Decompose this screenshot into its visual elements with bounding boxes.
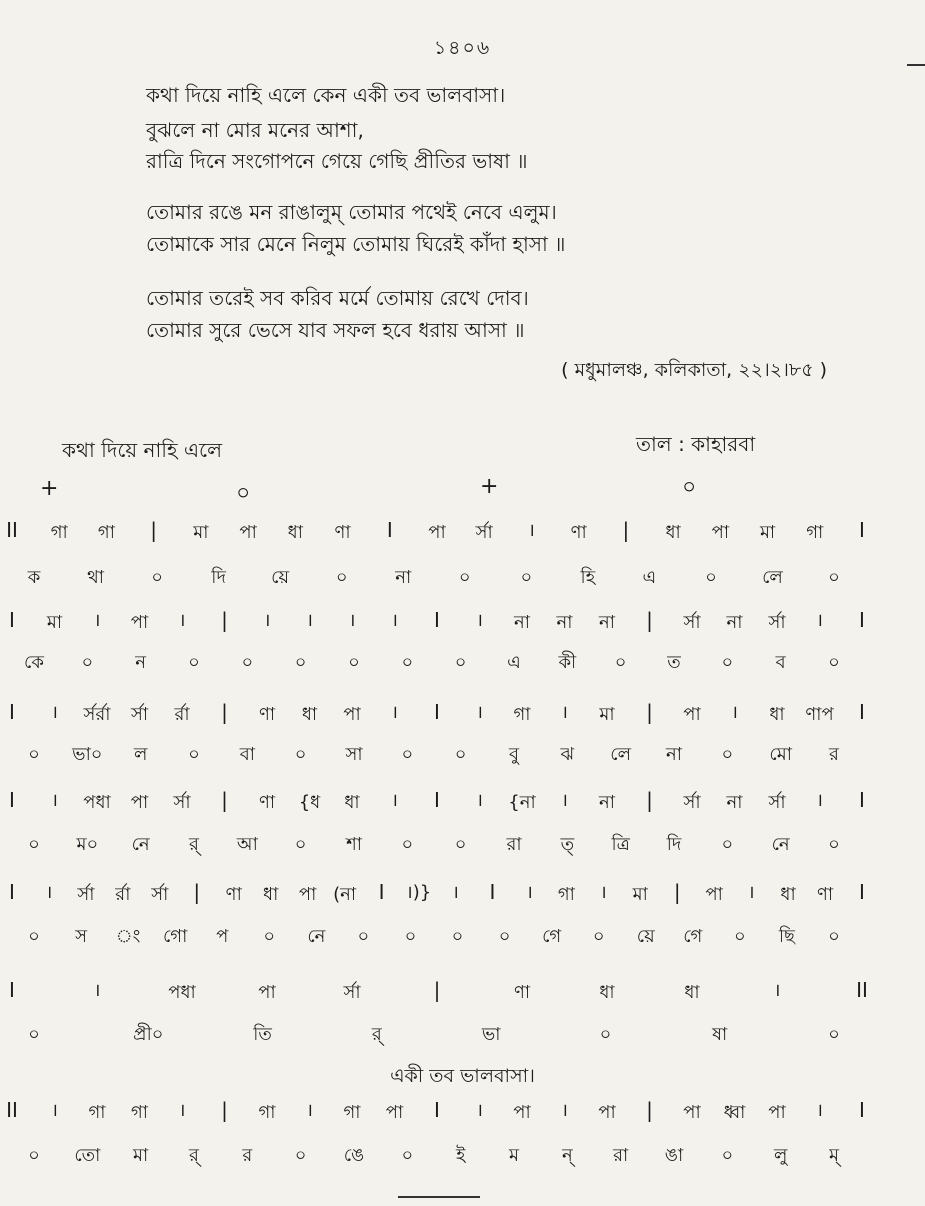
swara-token: । [93, 980, 101, 1001]
lyric-token: য়ে [271, 567, 290, 588]
swara-token: র্সা [77, 884, 95, 905]
swara-token: । [476, 1100, 483, 1121]
bar-line: I [859, 788, 865, 812]
bar-line: | [646, 1098, 653, 1122]
swara-token: পা [683, 1102, 701, 1123]
swara-token: । [816, 610, 823, 631]
bar-line: I [434, 608, 440, 632]
lyric-token: র [829, 744, 839, 765]
swara-token: ধা [344, 792, 360, 813]
lyric-token: ভা [481, 1024, 501, 1045]
swara-token: । [476, 610, 483, 631]
swara-token: র্সা [768, 792, 786, 813]
bar-line: I [9, 788, 15, 812]
lyric-token: র্ [189, 834, 199, 855]
swara-token: ধ্বা [723, 1102, 746, 1123]
swara-token: গা [88, 1102, 106, 1123]
bar-line: I [378, 880, 385, 904]
swara-token: পা [705, 884, 723, 905]
swara-token: পা [385, 1102, 404, 1123]
lyric-token: ল [133, 744, 148, 765]
lyric-token: ০ [614, 652, 627, 673]
lyric-token: প [216, 926, 229, 947]
bar-line: | [433, 978, 441, 1002]
lyric-token: র্ [189, 1145, 199, 1166]
swara-token: মা [632, 884, 648, 905]
swara-token: ধা [263, 884, 279, 905]
swara-token: । [178, 610, 186, 631]
lyric-token: স [75, 926, 87, 947]
lyric-token: ০ [241, 652, 254, 673]
swara-token: গা [130, 1102, 149, 1123]
swara-token: পা [428, 522, 446, 543]
lyric-token: ০ [263, 926, 276, 947]
swara-token: র্সা [475, 522, 493, 543]
bar-line: I [859, 700, 865, 724]
bar-line: I [9, 978, 15, 1002]
swara-token: । [391, 610, 398, 631]
swara-token: না [726, 612, 743, 633]
swara-token: । [747, 882, 755, 903]
bar-line: | [221, 1098, 228, 1122]
swara-token: না [514, 612, 530, 633]
swara-token: গা [258, 1102, 276, 1123]
bar-line: | [221, 608, 228, 632]
swara-token: ধা [780, 884, 796, 905]
lyric-token: আ [236, 834, 258, 855]
lyric-token: ০ [401, 652, 414, 673]
swara-token: গা [97, 522, 115, 543]
lyric-token: কী [558, 652, 577, 673]
lyric-token: ম [509, 1145, 519, 1166]
lyric-token: ০ [828, 652, 840, 673]
lyric-token: সা [345, 744, 363, 765]
swara-token: (না [333, 884, 357, 905]
lyric-token: য়ে [636, 926, 655, 947]
verse-line: বুঝলে না মোর মনের আশা, [146, 118, 364, 142]
swara-token: না [599, 792, 615, 813]
swara-token: পা [298, 884, 317, 905]
lyric-token: ০ [294, 744, 307, 765]
lyric-token: ন [135, 652, 147, 673]
lyric-token: ০ [458, 567, 471, 588]
swara-token: গা [513, 704, 531, 725]
swara-token: না [556, 612, 573, 633]
swara-token: র্সা [151, 884, 169, 905]
lyric-token: ত্রি [611, 834, 630, 855]
swara-token: ধা [684, 982, 700, 1003]
lyric-token: দি [211, 567, 226, 588]
swara-token: পা [258, 982, 276, 1003]
swara-token: । [731, 702, 738, 723]
lyric-token: ০ [81, 652, 94, 673]
bar-line: | [646, 700, 653, 724]
lyric-token: ০ [294, 652, 307, 673]
bar-line: I [859, 1098, 865, 1122]
page-bottom-mark [398, 1196, 480, 1206]
lyric-token: ব [775, 652, 786, 673]
swara-token: । [452, 882, 459, 903]
lyric-token: কে [24, 652, 44, 673]
bar-line: | [646, 608, 653, 632]
swara-token: র্রা [115, 884, 131, 905]
swara-token: {ধ [298, 792, 321, 813]
bar-line: I [859, 880, 865, 904]
swara-token: ধা [287, 522, 303, 543]
swara-token: পা [598, 1102, 616, 1123]
lyric-token: ০ [454, 744, 467, 765]
swara-token: । [476, 790, 483, 811]
bar-line: | [622, 518, 630, 542]
swara-token: । [561, 702, 568, 723]
bar-line: | [193, 880, 201, 904]
lyric-token: ম০ [76, 834, 99, 855]
swara-token: পধা [83, 792, 111, 813]
swara-token: । [391, 790, 398, 811]
lyric-token: প্রী০ [133, 1024, 164, 1045]
verse-line: তোমার তরেই সব করিব মর্মে তোমায় রেখে দোব। [146, 286, 529, 310]
lyric-token: ম্ [829, 1145, 839, 1166]
swara-token: গা [343, 1102, 361, 1123]
lyric-token: ০ [401, 744, 414, 765]
lyric-token: ০ [828, 567, 840, 588]
lyric-token: তি [253, 1024, 272, 1045]
swara-token: না [599, 612, 615, 633]
swara-token: । [816, 1100, 823, 1121]
swara-token: । [93, 610, 101, 631]
lyric-token: ষা [712, 1024, 728, 1045]
swara-token: । [51, 790, 58, 811]
swara-token: ণা [334, 522, 351, 543]
lyric-token: ০ [599, 1024, 612, 1045]
swara-token: {না [508, 792, 536, 813]
bar-line: I [434, 788, 440, 812]
lyric-token: ০ [335, 567, 348, 588]
lyric-token: ০ [188, 744, 200, 765]
beat-marker: + [40, 476, 59, 501]
lyric-token: ০ [454, 834, 467, 855]
lyric-token: হি [580, 567, 596, 588]
lyric-token: নে [307, 926, 326, 947]
lyric-token: ০ [28, 834, 40, 855]
swara-token: । [773, 980, 781, 1001]
lyric-token: ঙা [664, 1145, 684, 1166]
bar-line: I [9, 880, 15, 904]
swara-token: ণা [570, 522, 587, 543]
swara-token: । [599, 882, 607, 903]
swara-token: । [306, 1100, 313, 1121]
swara-token: । [528, 520, 535, 541]
swara-token: ণা [258, 704, 276, 725]
swara-token: ণা [258, 792, 276, 813]
beat-marker: ০ [682, 475, 697, 500]
swara-token: পা [711, 522, 730, 543]
swara-token: মা [759, 522, 776, 543]
bar-line: | [150, 518, 158, 542]
lyric-token: ০ [28, 1145, 40, 1166]
lyric-token: ০ [498, 926, 511, 947]
lyric-token: এ [507, 652, 521, 673]
bar-line: I [859, 608, 865, 632]
beat-marker: + [480, 474, 499, 499]
bar-line: II [856, 978, 868, 1002]
lyric-token: তো [74, 1145, 101, 1166]
swara-token: ধা [301, 704, 318, 725]
lyric-token: থা [87, 567, 104, 588]
swara-token: পা [513, 1102, 531, 1123]
swara-token: ণা [225, 884, 242, 905]
verse-line: তোমার সুরে ভেসে যাব সফল হবে ধরায় আসা ॥ [146, 318, 525, 342]
lyric-token: ০ [188, 652, 200, 673]
swara-token: র্সা [768, 612, 786, 633]
lyric-token: ০ [721, 652, 734, 673]
lyric-token: ঙে [343, 1145, 365, 1166]
bar-line: | [221, 788, 228, 812]
lyric-token: না [666, 744, 682, 765]
lyric-token: গো [163, 926, 188, 947]
bar-line: | [646, 788, 653, 812]
verse-line: তোমার রঙে মন রাঙালুম্ তোমার পথেই নেবে এলুম। [146, 200, 557, 224]
lyric-token: ০ [828, 926, 840, 947]
swara-token: র্সা [683, 612, 701, 633]
lyric-token: নে [771, 834, 790, 855]
lyric-token: ভা০ [72, 744, 103, 765]
bar-line: I [489, 880, 496, 904]
bar-line: | [221, 700, 228, 724]
verse-line: রাত্রি দিনে সংগোপনে গেয়ে গেছি প্রীতির ভাষা ॥ [146, 149, 528, 173]
lyric-token: মা [133, 1145, 149, 1166]
swara-token: । [263, 610, 271, 631]
lyric-token: ০ [348, 652, 360, 673]
lyric-token: বা [239, 744, 255, 765]
swara-token: গা [557, 884, 575, 905]
swara-token: গা [806, 522, 824, 543]
lyric-token: গে [683, 926, 703, 947]
swara-token: ধা [599, 982, 615, 1003]
lyric-token: ০ [451, 926, 464, 947]
lyric-token: দি [666, 834, 682, 855]
swara-token: ধা [769, 704, 785, 725]
swara-token: । [306, 610, 313, 631]
lyric-token: র্ [371, 1024, 382, 1045]
lyric-token: ০ [520, 567, 533, 588]
lyric-token: ০ [401, 834, 414, 855]
swara-token: মা [193, 522, 209, 543]
lyric-token: ০ [294, 834, 307, 855]
lyric-token: রা [506, 834, 522, 855]
bar-line: I [9, 700, 15, 724]
swara-token: । [525, 882, 533, 903]
song-title: কথা দিয়ে নাহি এলে [62, 438, 222, 462]
swara-token: । [391, 702, 398, 723]
swara-token: । [178, 1100, 186, 1121]
bar-line: I [859, 518, 865, 542]
lyric-token: নে [131, 834, 150, 855]
lyric-token: ০ [721, 1145, 734, 1166]
swara-token: পা [343, 704, 361, 725]
bar-line: I [434, 1098, 440, 1122]
lyric-token: ০ [592, 926, 605, 947]
swara-token: ।)} [405, 882, 432, 903]
verse-line: তোমাকে সার মেনে নিলুম তোমায় ঘিরেই কাঁদা হাসা ॥ [146, 232, 566, 256]
bar-line: I [386, 518, 393, 542]
lyric-token: লু [773, 1145, 788, 1166]
swara-token: । [561, 1100, 568, 1121]
lyric-token: ০ [294, 1145, 307, 1166]
lyric-token: ০ [721, 834, 734, 855]
swara-token: র্সা [343, 982, 361, 1003]
phrase-heading: একী তব ভালবাসা। [390, 1065, 535, 1087]
swara-token: পা [768, 1102, 786, 1123]
lyric-token: শা [346, 834, 362, 855]
swara-token: র্রা [174, 704, 190, 725]
lyric-token: ন্ [561, 1145, 573, 1166]
lyric-token: ছি [778, 926, 795, 947]
swara-token: । [816, 790, 823, 811]
lyric-token: ত [667, 652, 681, 673]
swara-token: র্সা [683, 792, 701, 813]
lyric-token: ০ [734, 926, 746, 947]
swara-token: পা [239, 522, 257, 543]
swara-token: । [51, 1100, 58, 1121]
lyric-token: ০ [828, 834, 840, 855]
lyric-token: এ [642, 567, 657, 588]
lyric-token: ং [115, 926, 141, 947]
swara-token: ধা [665, 522, 681, 543]
swara-token: না [726, 792, 743, 813]
lyric-token: ০ [28, 744, 40, 765]
swara-token: র্সর্রা [83, 704, 111, 725]
lyric-token: ই [455, 1145, 466, 1166]
bar-line: II [6, 1098, 18, 1122]
bar-line: I [434, 700, 440, 724]
lyric-token: লে [610, 744, 632, 765]
lyric-token: ঝ [560, 744, 575, 765]
lyric-token: গে [542, 926, 562, 947]
swara-token: পা [130, 792, 149, 813]
swara-token: র্সা [173, 792, 191, 813]
lyric-token: ০ [404, 926, 417, 947]
swara-token: । [476, 702, 483, 723]
lyric-token: র [242, 1145, 253, 1166]
swara-token: । [561, 790, 568, 811]
lyric-token: ০ [721, 744, 734, 765]
swara-token: মা [46, 612, 63, 633]
swara-token: পা [130, 612, 149, 633]
lyric-token: ০ [454, 652, 467, 673]
lyric-token: ক [27, 567, 41, 588]
swara-token: ণাপ [805, 704, 834, 725]
lyric-token: ০ [357, 926, 370, 947]
swara-token: র্সা [130, 704, 149, 725]
taal-label: তাল : কাহারবা [636, 432, 756, 456]
lyric-token: ০ [828, 1024, 840, 1045]
swara-token: । [45, 882, 53, 903]
swara-token: ণা [513, 982, 531, 1003]
bar-line: I [9, 608, 15, 632]
swara-token: ণা [816, 884, 834, 905]
lyric-token: ০ [151, 567, 163, 588]
swara-token: গা [50, 522, 68, 543]
swara-token: পা [683, 704, 701, 725]
swara-token: পধা [168, 982, 196, 1003]
lyric-token: ০ [28, 926, 40, 947]
bar-line: II [6, 518, 18, 542]
lyric-token: ০ [401, 1145, 414, 1166]
swara-token: । [51, 702, 58, 723]
source-citation: ( মধুমালঞ্চ, কলিকাতা, ২২।২।৮৫ ) [561, 359, 827, 381]
verse-line: কথা দিয়ে নাহি এলে কেন একী তব ভালবাসা। [146, 83, 506, 107]
lyric-token: ০ [28, 1024, 40, 1045]
lyric-token: না [395, 567, 412, 588]
swara-token: । [348, 610, 356, 631]
beat-marker: ০ [236, 481, 251, 506]
swara-token: মা [599, 704, 615, 725]
lyric-token: বু [508, 744, 520, 765]
lyric-token: রা [613, 1145, 629, 1166]
bar-line: | [673, 880, 681, 904]
lyric-token: লে [762, 567, 783, 588]
page-number: ১৪০৬ [433, 37, 492, 59]
lyric-token: ০ [705, 567, 717, 588]
lyric-token: মো [769, 744, 792, 765]
lyric-token: ত্ [560, 834, 575, 855]
